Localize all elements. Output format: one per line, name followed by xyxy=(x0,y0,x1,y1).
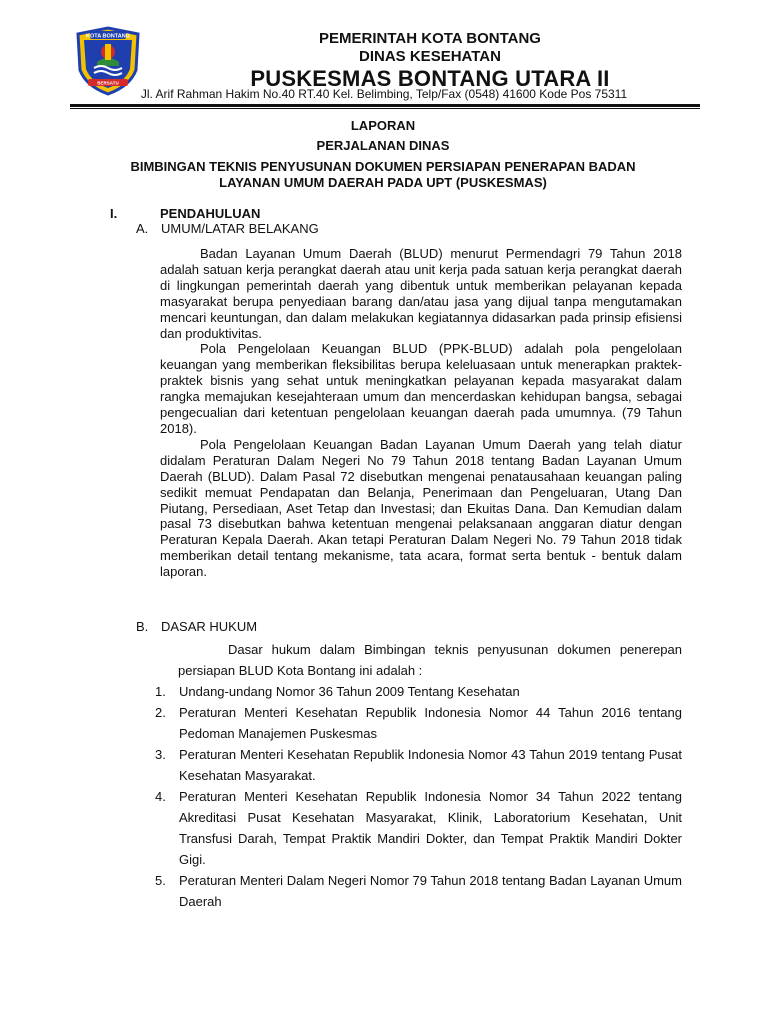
list-text: Peraturan Menteri Dalam Negeri Nomor 79 Tahun 2018 tentang Badan Layanan Umum Daerah xyxy=(179,873,682,909)
paragraph: Pola Pengelolaan Keuangan BLUD (PPK-BLUD) adalah pola pengelolaan keuangan yang memberikan fleksibilitas berupa keleluasaan untuk menerapkan praktek-praktek bisnis yang sehat untuk meningkatkan pelayanan kepada masyarakat dalam rangka memajukan kesejahteraan umum dan mencerdaskan kehidupan bangsa, sebagai pengecualian dari ketentuan pengelolaan keuangan daerah pada umumnya. (79 Tahun 2018). xyxy=(160,341,682,436)
paragraph: Pola Pengelolaan Keuangan Badan Layanan Umum Daerah yang telah diatur didalam Peraturan Dalam Negeri No 79 Tahun 2018 tentang Badan Layanan Umum Daerah (BLUD). Dalam Pasal 72 disebutkan mengenai penatausahaan keuangan paling sedikit memuat Pendapatan dan Belanja, Penerimaan dan Pengeluaran, Utang Dan Piutang, Persediaan, Aset Tetap dan Investasi; dan Ekuitas Dana. Dan Kemudian dalam pasal 73 disebutkan bahwa ketentuan mengenai pelaksanaan anggaran diatur dengan Peraturan Kepala Daerah. Akan tetapi Peraturan Dalam Negeri No. 79 Tahun 2018 tidak memberikan detail tentang mekanisme, tata acara, format serta bentuk - bentuk dalam laporan. xyxy=(160,436,682,580)
subsection-title: DASAR HUKUM xyxy=(161,619,258,634)
report-title-block xyxy=(100,118,666,191)
letterhead-address: Jl. Arif Rahman Hakim No.40 RT.40 Kel. Belimbing, Telp/Fax (0548) 41600 Kode Pos 75311 xyxy=(140,87,628,101)
list-text: Undang-undang Nomor 36 Tahun 2009 Tentang Kesehatan xyxy=(179,684,520,699)
paragraph: Dasar hukum dalam Bimbingan teknis penyusunan dokumen penerepan persiapan BLUD Kota Bontang ini adalah : xyxy=(178,642,682,678)
section-heading-introduction xyxy=(110,206,260,222)
list-number: 4. xyxy=(155,789,166,804)
list-number: 3. xyxy=(155,747,166,762)
list-item xyxy=(155,786,682,870)
list-text: Peraturan Menteri Kesehatan Republik Indonesia Nomor 44 Tahun 2016 tentang Pedoman Manajemen Puskesmas xyxy=(179,705,682,741)
report-subtitle: PERJALANAN DINAS xyxy=(316,138,450,153)
list-item xyxy=(155,702,682,744)
letterhead-divider-thick xyxy=(70,104,700,107)
background-text xyxy=(160,246,682,580)
subsection-letter: A. xyxy=(136,221,149,236)
report-title: LAPORAN xyxy=(350,118,416,133)
logo-text-top: KOTA BONTANG xyxy=(86,33,130,40)
list-number: 2. xyxy=(155,705,166,720)
list-text: Peraturan Menteri Kesehatan Republik Indonesia Nomor 34 Tahun 2022 tentang Akreditasi Pusat Kesehatan Masyarakat, Klinik, Laboratorium Kesehatan, Unit Transfusi Darah, Tempat Praktik Mandiri Dokter, dan Tempat Praktik Mandiri Dokter Gigi. xyxy=(179,789,682,867)
report-topic: BIMBINGAN TEKNIS PENYUSUNAN DOKUMEN PERSIAPAN PENERAPAN BADAN LAYANAN UMUM DAERAH PADA UPT (PUSKESMAS) xyxy=(130,159,636,190)
legal-basis-list xyxy=(155,681,682,912)
subsection-letter: B. xyxy=(136,619,149,634)
kota-bontang-crest-logo xyxy=(70,24,146,96)
subsection-heading-legal-basis xyxy=(136,619,257,635)
subsection-title: UMUM/LATAR BELAKANG xyxy=(161,221,319,236)
letterhead-department: DINAS KESEHATAN xyxy=(359,48,501,65)
paragraph: Badan Layanan Umum Daerah (BLUD) menurut Permendagri 79 Tahun 2018 adalah satuan kerja perangkat daerah atau unit kerja pada satuan kerja perangkat daerah di lingkungan pemerintah daerah yang dibentuk untuk memberikan pelayanan kepada masyarakat berupa penyediaan barang dan/atau jasa yang dijual tanpa mengutamakan mencari keuntungan, dan dalam melakukan kegiatannya didasarkan pada prinsip efisiensi dan produktivitas. xyxy=(160,246,682,341)
list-item xyxy=(155,681,682,702)
list-item xyxy=(155,744,682,786)
letterhead xyxy=(150,30,710,92)
legal-basis-intro xyxy=(178,639,682,681)
list-number: 5. xyxy=(155,873,166,888)
list-item xyxy=(155,870,682,912)
letterhead-divider-thin xyxy=(70,108,700,109)
section-title: PENDAHULUAN xyxy=(160,206,261,221)
letterhead-government: PEMERINTAH KOTA BONTANG xyxy=(319,30,541,47)
letterhead-institution: PUSKESMAS BONTANG UTARA II xyxy=(250,66,610,91)
list-text: Peraturan Menteri Kesehatan Republik Indonesia Nomor 43 Tahun 2019 tentang Pusat Kesehatan Masyarakat. xyxy=(179,747,682,783)
section-number: I. xyxy=(110,206,118,221)
logo-text-bottom: BERSATU xyxy=(97,80,119,86)
list-number: 1. xyxy=(155,684,166,699)
subsection-heading-background xyxy=(136,221,319,237)
